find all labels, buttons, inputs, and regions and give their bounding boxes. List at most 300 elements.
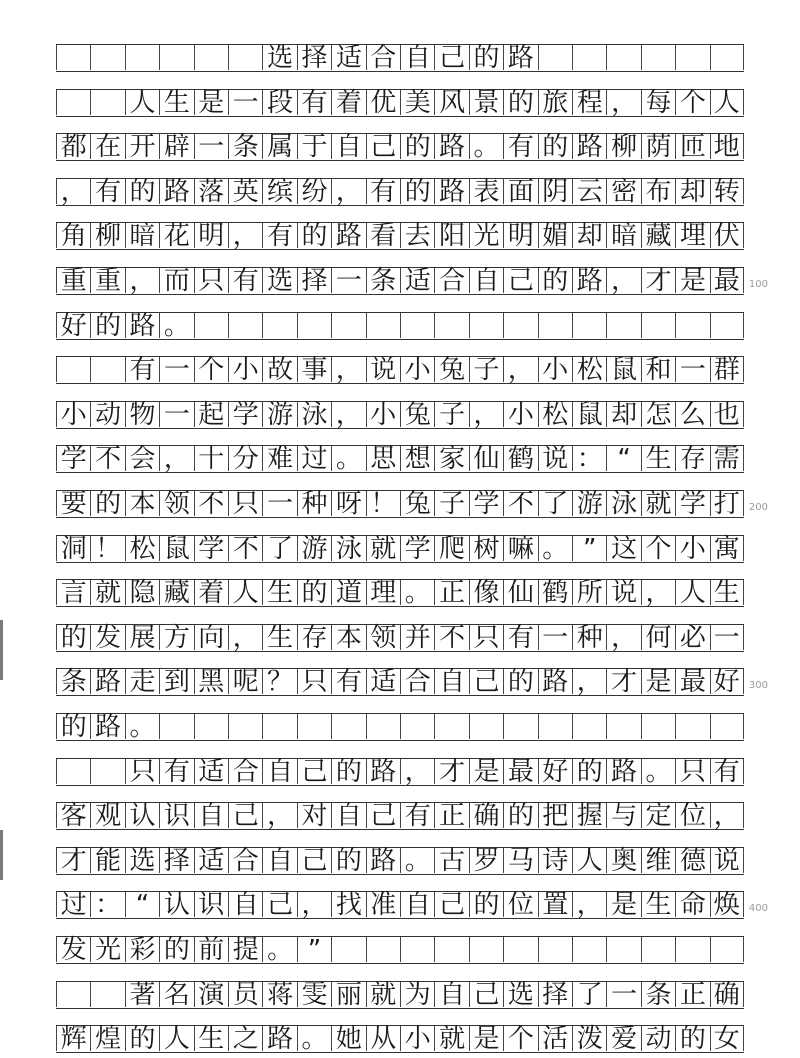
grid-cell: “	[125, 892, 159, 917]
grid-cell: 能	[90, 848, 124, 873]
grid-cell	[606, 313, 640, 338]
grid-cell: 小	[366, 402, 400, 427]
grid-cell: 最	[503, 759, 537, 784]
grid-cell: 自	[400, 892, 434, 917]
grid-cell: ，	[262, 803, 296, 828]
grid-cell: 暗	[606, 223, 640, 248]
grid-cell: 合	[228, 848, 262, 873]
grid-cell: 选	[262, 45, 296, 70]
grid-cell: 媚	[538, 223, 572, 248]
grid-cell	[434, 714, 468, 739]
grid-cell: 的	[503, 669, 537, 694]
grid-cell: 择	[159, 848, 193, 873]
grid-cell	[262, 714, 296, 739]
grid-cell: 的	[469, 45, 503, 70]
grid-cell: 自	[400, 45, 434, 70]
grid-cell: 择	[297, 45, 331, 70]
grid-cell: 马	[503, 848, 537, 873]
grid-cell: 每	[641, 90, 675, 115]
grid-cell: ，	[228, 223, 262, 248]
grid-cell: 分	[228, 446, 262, 471]
grid-cell: 著	[125, 982, 159, 1007]
grid-cell: 雯	[297, 982, 331, 1007]
grid-cell: 好	[56, 313, 90, 338]
grid-cell: 发	[90, 625, 124, 650]
grid-cell: 自	[194, 803, 228, 828]
grid-cell: 对	[297, 803, 331, 828]
grid-cell: 合	[400, 669, 434, 694]
grid-cell	[56, 90, 90, 115]
grid-cell: 思	[366, 446, 400, 471]
grid-cell: 走	[125, 669, 159, 694]
grid-cell: 好	[710, 669, 744, 694]
grid-cell: 荫	[641, 134, 675, 159]
grid-cell: 定	[641, 803, 675, 828]
grid-cell: 学	[56, 446, 90, 471]
grid-cell: 只	[194, 268, 228, 293]
essay-line-row	[56, 1025, 744, 1053]
grid-cell: 的	[469, 892, 503, 917]
grid-cell: 了	[572, 982, 606, 1007]
grid-cell: 演	[194, 982, 228, 1007]
grid-cell: 种	[297, 491, 331, 516]
grid-cell: 的	[400, 179, 434, 204]
grid-cell: ，	[400, 759, 434, 784]
grid-cell: 位	[675, 803, 709, 828]
grid-cell: 有	[228, 268, 262, 293]
grid-cell	[194, 313, 228, 338]
essay-line-row	[56, 535, 744, 563]
grid-cell: 适	[400, 268, 434, 293]
grid-cell	[675, 313, 709, 338]
grid-cell: 就	[90, 580, 124, 605]
grid-cell: 程	[572, 90, 606, 115]
grid-cell: 需	[710, 446, 744, 471]
grid-cell: 子	[469, 357, 503, 382]
grid-cell: 为	[400, 982, 434, 1007]
grid-cell: 游	[572, 491, 606, 516]
grid-cell: 的	[572, 759, 606, 784]
grid-cell: 之	[228, 1026, 262, 1051]
grid-cell: 生	[710, 580, 744, 605]
grid-cell: 鹤	[503, 446, 537, 471]
grid-cell	[159, 714, 193, 739]
grid-cell: 。	[331, 446, 365, 471]
grid-cell: 地	[710, 134, 744, 159]
grid-cell	[469, 313, 503, 338]
grid-cell: 人	[125, 90, 159, 115]
grid-cell: 说	[606, 580, 640, 605]
grid-cell: 会	[125, 446, 159, 471]
grid-cell: 的	[159, 937, 193, 962]
grid-cell: 是	[469, 759, 503, 784]
grid-cell: 仙	[469, 446, 503, 471]
essay-line-row	[56, 133, 744, 161]
grid-cell: 有	[503, 134, 537, 159]
grid-cell: 生	[641, 446, 675, 471]
grid-cell: 选	[262, 268, 296, 293]
grid-cell: 己	[469, 982, 503, 1007]
grid-cell	[538, 45, 572, 70]
grid-cell: 就	[434, 1026, 468, 1051]
grid-cell: 煌	[90, 1026, 124, 1051]
grid-cell: 小	[228, 357, 262, 382]
grid-cell: 路	[366, 759, 400, 784]
grid-cell: ，	[641, 580, 675, 605]
grid-cell: 本	[125, 491, 159, 516]
grid-cell: 言	[56, 580, 90, 605]
grid-cell: 选	[125, 848, 159, 873]
grid-cell: 旅	[538, 90, 572, 115]
grid-cell: 路	[90, 669, 124, 694]
grid-cell: 自	[434, 982, 468, 1007]
grid-cell: 鹤	[538, 580, 572, 605]
grid-cell: 这	[606, 536, 640, 561]
essay-line-row	[56, 802, 744, 830]
scan-edge-mark	[0, 830, 3, 880]
grid-cell: 角	[56, 223, 90, 248]
grid-cell: 兔	[434, 357, 468, 382]
grid-cell	[159, 45, 193, 70]
grid-cell: 活	[538, 1026, 572, 1051]
grid-cell: ，	[331, 179, 365, 204]
grid-cell: 。	[125, 714, 159, 739]
grid-cell: 都	[56, 134, 90, 159]
grid-cell: 一	[538, 625, 572, 650]
grid-cell: 认	[159, 892, 193, 917]
grid-cell: 才	[641, 268, 675, 293]
essay-line-row	[56, 222, 744, 250]
grid-cell: 花	[159, 223, 193, 248]
grid-cell: 而	[159, 268, 193, 293]
grid-cell: 是	[675, 268, 709, 293]
grid-cell: 藏	[641, 223, 675, 248]
grid-cell: 向	[194, 625, 228, 650]
grid-cell: 路	[434, 134, 468, 159]
grid-cell	[262, 313, 296, 338]
grid-cell: 己	[262, 892, 296, 917]
grid-cell: 属	[262, 134, 296, 159]
grid-cell: 不	[228, 536, 262, 561]
grid-cell: ，	[606, 268, 640, 293]
grid-cell: 有	[90, 179, 124, 204]
grid-cell: 光	[469, 223, 503, 248]
grid-cell: 才	[434, 759, 468, 784]
grid-cell: 路	[159, 179, 193, 204]
grid-cell: 说	[538, 446, 572, 471]
grid-cell	[538, 714, 572, 739]
grid-cell: 想	[400, 446, 434, 471]
grid-cell: 子	[434, 402, 468, 427]
grid-cell: 要	[56, 491, 90, 516]
grid-cell: 路	[606, 759, 640, 784]
grid-cell: 名	[159, 982, 193, 1007]
grid-cell: ：	[90, 892, 124, 917]
essay-line-row	[56, 579, 744, 607]
grid-cell: ，	[331, 402, 365, 427]
grid-cell: 就	[641, 491, 675, 516]
grid-cell: 才	[56, 848, 90, 873]
grid-cell: 路	[503, 45, 537, 70]
grid-cell: 了	[538, 491, 572, 516]
grid-cell: 就	[366, 982, 400, 1007]
grid-cell: 有	[400, 803, 434, 828]
grid-cell	[331, 313, 365, 338]
grid-cell: 焕	[710, 892, 744, 917]
word-count-marker: 200	[748, 502, 768, 513]
grid-cell: 有	[159, 759, 193, 784]
grid-cell	[538, 937, 572, 962]
grid-cell: 景	[469, 90, 503, 115]
grid-cell: 有	[331, 669, 365, 694]
grid-cell: 适	[194, 848, 228, 873]
grid-cell: 看	[366, 223, 400, 248]
grid-cell: 兔	[400, 402, 434, 427]
grid-cell: 。	[159, 313, 193, 338]
grid-cell: 己	[228, 803, 262, 828]
grid-cell: 十	[194, 446, 228, 471]
grid-cell: 生	[194, 1026, 228, 1051]
essay-line-row	[56, 981, 744, 1009]
grid-cell: ，	[572, 669, 606, 694]
grid-cell: 存	[297, 625, 331, 650]
scan-edge-mark	[0, 620, 3, 680]
grid-cell: 条	[56, 669, 90, 694]
grid-cell: 才	[606, 669, 640, 694]
grid-cell: 松	[572, 357, 606, 382]
grid-cell	[90, 982, 124, 1007]
grid-cell	[56, 45, 90, 70]
grid-cell: 埋	[675, 223, 709, 248]
grid-cell: 适	[331, 45, 365, 70]
grid-cell	[366, 937, 400, 962]
grid-cell	[400, 714, 434, 739]
grid-cell: 表	[469, 179, 503, 204]
grid-cell	[194, 45, 228, 70]
essay-line-row	[56, 267, 744, 295]
grid-cell: 起	[194, 402, 228, 427]
grid-cell: 丽	[331, 982, 365, 1007]
grid-cell	[675, 45, 709, 70]
grid-cell	[228, 714, 262, 739]
grid-cell: 提	[228, 937, 262, 962]
grid-cell: 最	[675, 669, 709, 694]
grid-cell: 有	[297, 90, 331, 115]
grid-cell: 准	[366, 892, 400, 917]
grid-cell: 路	[572, 134, 606, 159]
grid-cell: 泼	[572, 1026, 606, 1051]
grid-cell: 到	[159, 669, 193, 694]
essay-line-row	[56, 668, 744, 696]
grid-cell: 缤	[262, 179, 296, 204]
grid-cell: 去	[400, 223, 434, 248]
grid-cell	[434, 313, 468, 338]
grid-cell: 路	[572, 268, 606, 293]
grid-cell: 置	[538, 892, 572, 917]
grid-cell	[710, 937, 744, 962]
grid-cell: 古	[434, 848, 468, 873]
grid-cell: ，	[159, 446, 193, 471]
grid-cell: 密	[606, 179, 640, 204]
grid-cell: 的	[297, 223, 331, 248]
grid-cell: 的	[675, 1026, 709, 1051]
grid-cell: 合	[228, 759, 262, 784]
grid-cell	[572, 313, 606, 338]
grid-cell: 道	[331, 580, 365, 605]
grid-cell: 的	[90, 491, 124, 516]
grid-cell: 动	[90, 402, 124, 427]
grid-cell: 个	[503, 1026, 537, 1051]
grid-cell: 松	[538, 402, 572, 427]
grid-cell	[641, 313, 675, 338]
grid-cell: 人	[159, 1026, 193, 1051]
grid-cell: 位	[503, 892, 537, 917]
grid-cell: 展	[125, 625, 159, 650]
essay-line-row	[56, 490, 744, 518]
grid-cell	[675, 937, 709, 962]
grid-cell: 阴	[538, 179, 572, 204]
grid-cell: 不	[503, 491, 537, 516]
grid-cell: 不	[194, 491, 228, 516]
grid-cell: 落	[194, 179, 228, 204]
grid-cell: ，	[606, 90, 640, 115]
grid-cell: 方	[159, 625, 193, 650]
grid-cell: 家	[434, 446, 468, 471]
grid-cell	[56, 982, 90, 1007]
grid-cell: ，	[331, 357, 365, 382]
grid-cell: 从	[366, 1026, 400, 1051]
grid-cell: 鼠	[606, 357, 640, 382]
essay-line-row	[56, 624, 744, 652]
grid-cell: 像	[469, 580, 503, 605]
grid-cell: 学	[228, 402, 262, 427]
grid-cell: 必	[675, 625, 709, 650]
grid-cell: 是	[194, 90, 228, 115]
grid-cell: 确	[710, 982, 744, 1007]
grid-cell: 只	[297, 669, 331, 694]
grid-cell: ！	[90, 536, 124, 561]
grid-cell	[297, 714, 331, 739]
grid-cell: 。	[641, 759, 675, 784]
grid-cell: ，	[710, 803, 744, 828]
grid-cell: 过	[297, 446, 331, 471]
grid-cell: 识	[194, 892, 228, 917]
grid-cell: 一	[262, 491, 296, 516]
grid-cell: 只	[228, 491, 262, 516]
grid-cell: 己	[297, 848, 331, 873]
grid-cell: 路	[366, 848, 400, 873]
grid-cell: 小	[400, 1026, 434, 1051]
grid-cell: 泳	[297, 402, 331, 427]
grid-cell: 人	[572, 848, 606, 873]
essay-line-row	[56, 401, 744, 429]
grid-cell	[228, 313, 262, 338]
grid-cell: 一	[710, 625, 744, 650]
grid-cell: 却	[606, 402, 640, 427]
grid-cell	[503, 313, 537, 338]
grid-cell: 与	[606, 803, 640, 828]
grid-cell: 寓	[710, 536, 744, 561]
grid-cell: 黑	[194, 669, 228, 694]
grid-cell: ，	[56, 179, 90, 204]
grid-cell: 条	[228, 134, 262, 159]
grid-cell: 难	[262, 446, 296, 471]
grid-cell: 找	[331, 892, 365, 917]
grid-cell: 条	[641, 982, 675, 1007]
grid-cell: 的	[538, 268, 572, 293]
essay-title-row	[56, 44, 744, 72]
grid-cell: 英	[228, 179, 262, 204]
grid-cell	[228, 45, 262, 70]
grid-cell	[710, 313, 744, 338]
grid-cell: 鼠	[159, 536, 193, 561]
grid-cell: 怎	[641, 402, 675, 427]
grid-cell: 奥	[606, 848, 640, 873]
grid-cell	[641, 714, 675, 739]
grid-cell	[400, 937, 434, 962]
grid-cell: 认	[125, 803, 159, 828]
grid-cell	[125, 45, 159, 70]
grid-cell: 泳	[606, 491, 640, 516]
grid-cell: 条	[366, 268, 400, 293]
grid-cell: 一	[331, 268, 365, 293]
grid-cell: 鼠	[572, 402, 606, 427]
grid-cell: 的	[331, 759, 365, 784]
grid-cell: 的	[503, 803, 537, 828]
grid-cell: 自	[262, 759, 296, 784]
grid-cell: 最	[710, 268, 744, 293]
grid-cell: 的	[503, 90, 537, 115]
grid-cell: 的	[90, 313, 124, 338]
grid-cell: 己	[366, 803, 400, 828]
grid-cell: 人	[675, 580, 709, 605]
grid-cell: 人	[710, 90, 744, 115]
grid-cell: 事	[297, 357, 331, 382]
grid-cell: 有	[366, 179, 400, 204]
grid-cell: 维	[641, 848, 675, 873]
grid-cell: 。	[262, 937, 296, 962]
grid-cell: 呀	[331, 491, 365, 516]
grid-cell: 学	[400, 536, 434, 561]
grid-cell: 一	[228, 90, 262, 115]
grid-cell: 己	[297, 759, 331, 784]
grid-cell: 己	[434, 892, 468, 917]
grid-cell: ，	[572, 892, 606, 917]
grid-cell	[56, 357, 90, 382]
grid-cell: ”	[297, 937, 331, 962]
grid-cell: ，	[606, 625, 640, 650]
grid-cell: 蒋	[262, 982, 296, 1007]
grid-cell: 的	[56, 625, 90, 650]
grid-cell: 柳	[606, 134, 640, 159]
grid-cell: 命	[675, 892, 709, 917]
grid-cell: 个	[675, 90, 709, 115]
word-count-marker: 300	[748, 680, 768, 692]
grid-cell	[572, 714, 606, 739]
grid-cell: 爱	[606, 1026, 640, 1051]
grid-cell: 小	[400, 357, 434, 382]
grid-cell: 和	[641, 357, 675, 382]
grid-cell	[606, 45, 640, 70]
grid-cell: 路	[538, 669, 572, 694]
grid-cell: 正	[434, 803, 468, 828]
grid-cell: 自	[469, 268, 503, 293]
grid-cell: 己	[366, 134, 400, 159]
grid-cell	[90, 45, 124, 70]
grid-cell: 罗	[469, 848, 503, 873]
grid-cell: 游	[262, 402, 296, 427]
grid-cell: 员	[228, 982, 262, 1007]
